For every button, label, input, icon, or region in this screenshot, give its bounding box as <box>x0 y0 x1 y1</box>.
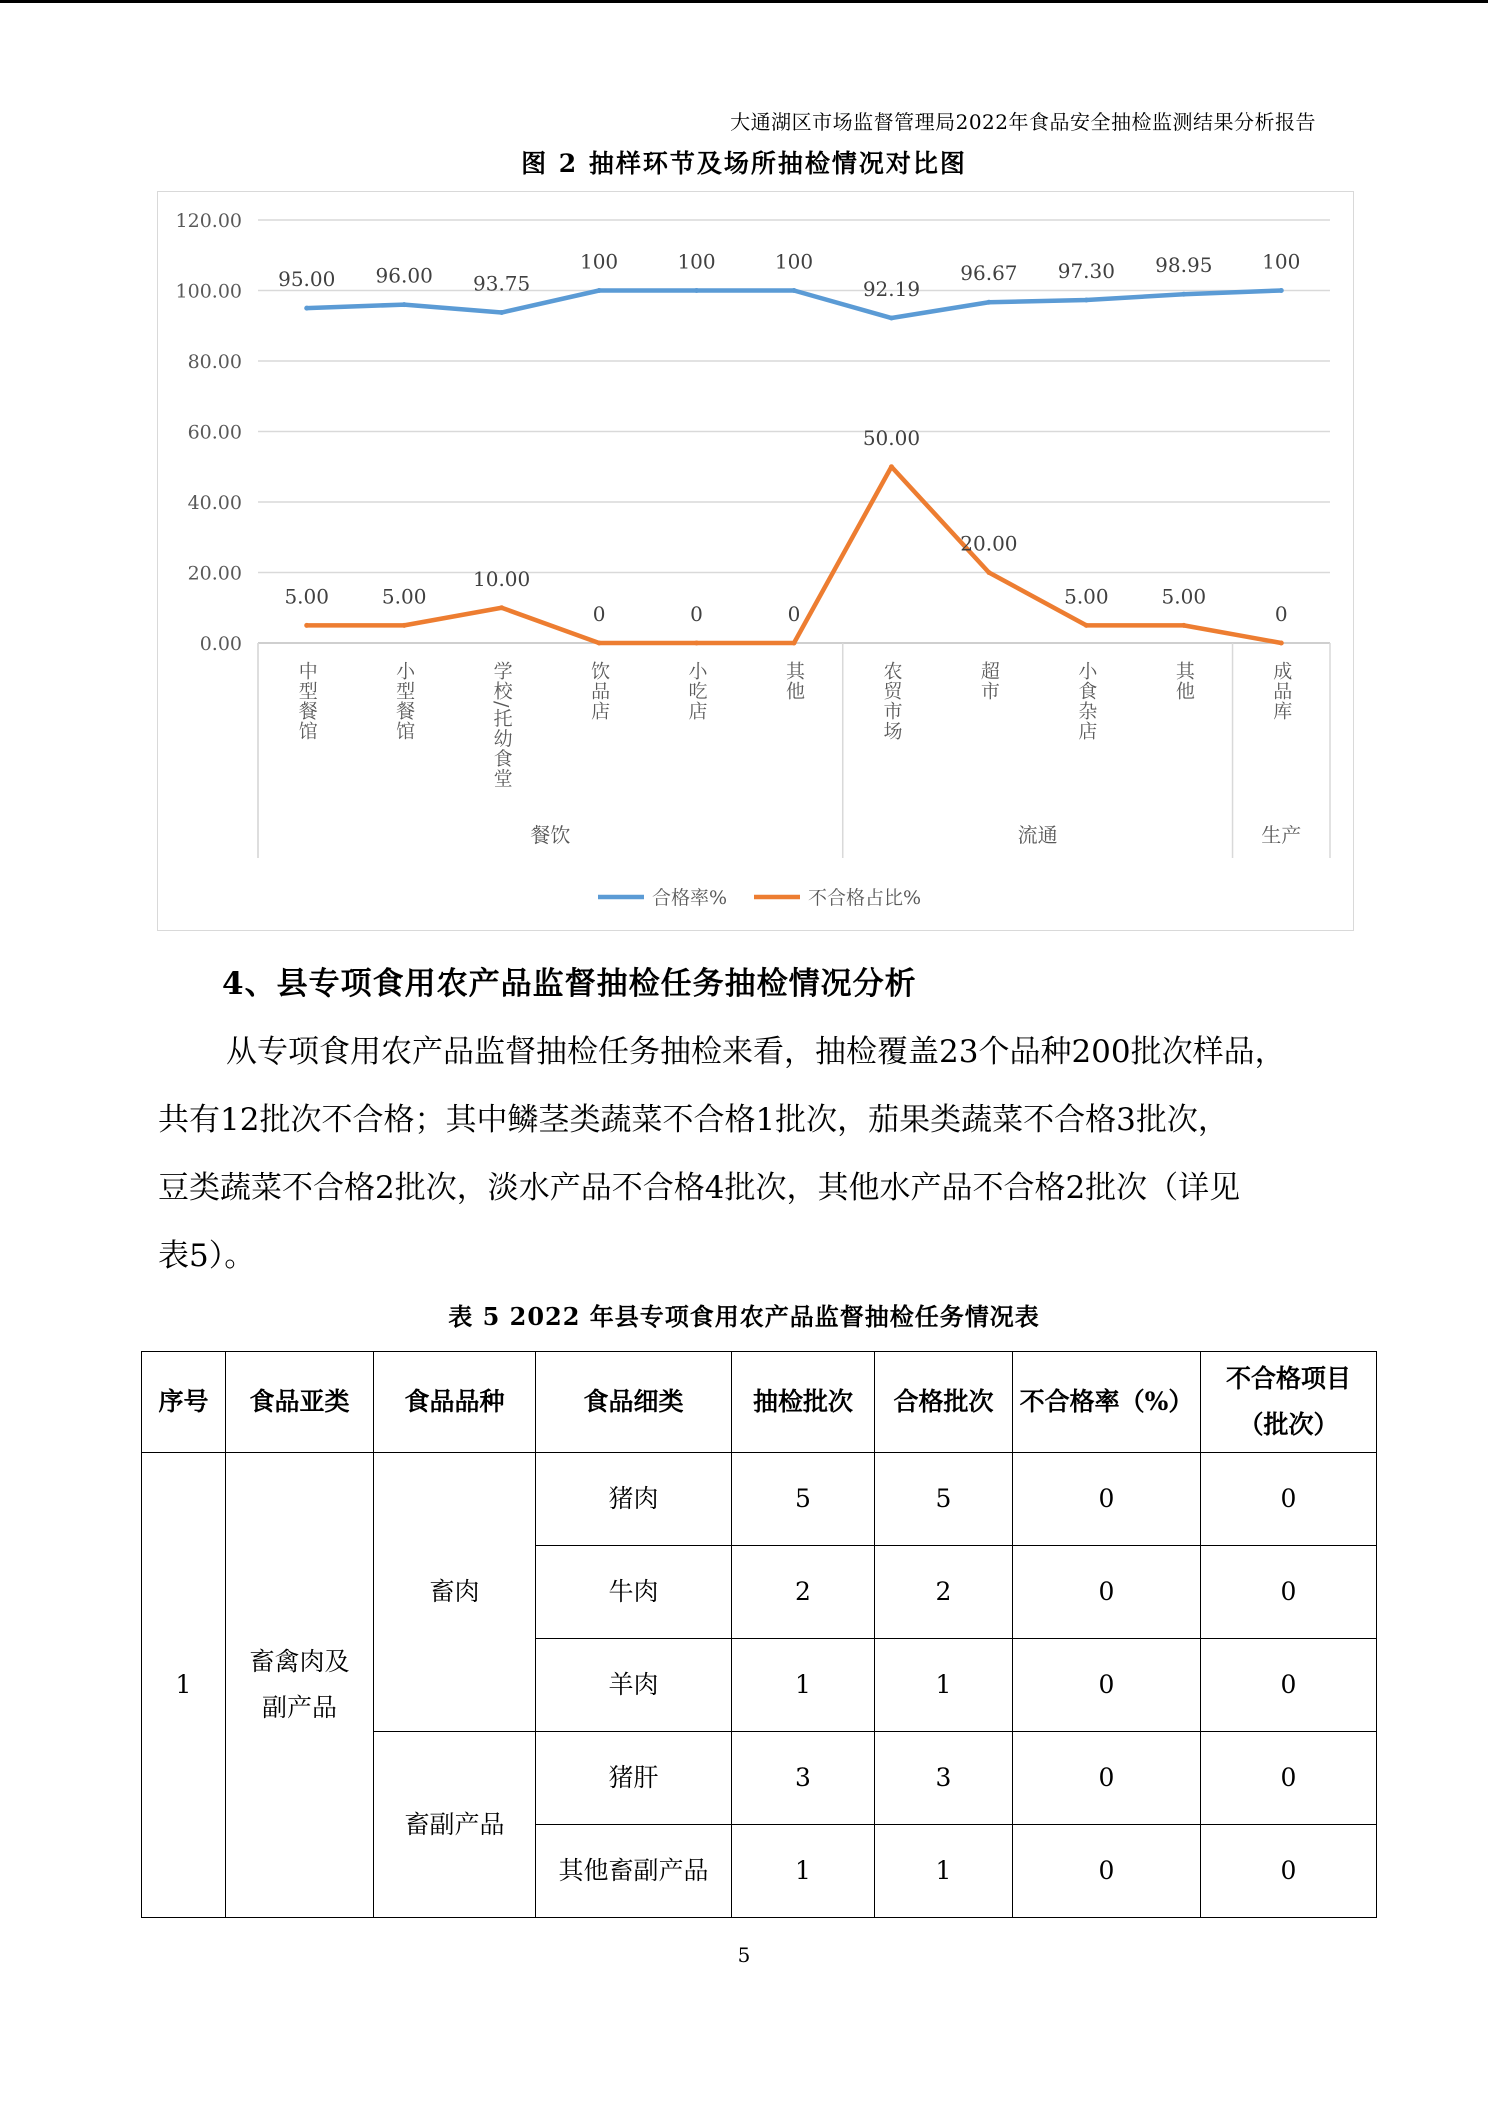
legend-label: 合格率% <box>652 887 728 909</box>
paragraph-line: 共有12批次不合格；其中鳞茎类蔬菜不合格1批次，茄果类蔬菜不合格3批次， <box>158 1102 1229 1138</box>
legend-label: 不合格占比% <box>808 887 922 909</box>
data-label: 20.00 <box>960 531 1018 556</box>
subcategory-line2: 副产品 <box>261 1693 337 1722</box>
header-cell-seq: 序号 <box>142 1352 226 1453</box>
cell-fail-items: 0 <box>1201 1732 1377 1825</box>
x-group-label: 生产 <box>1261 823 1302 847</box>
data-point <box>889 464 894 469</box>
section-heading: 4、县专项食用农产品监督抽检任务抽检情况分析 <box>222 966 917 1002</box>
x-tick-label: 成品库 <box>1270 661 1293 721</box>
x-tick-label: 农贸市场 <box>880 661 903 741</box>
cell-fail-items: 0 <box>1201 1639 1377 1732</box>
cell-detail: 其他畜副产品 <box>536 1825 732 1918</box>
data-label: 96.67 <box>960 261 1018 286</box>
cell-variety: 畜肉 <box>374 1453 536 1732</box>
cell-fail-rate: 0 <box>1013 1825 1201 1918</box>
data-point <box>1181 623 1186 628</box>
header-fail-items-line1: 不合格项目 <box>1225 1364 1351 1393</box>
data-point <box>1084 298 1089 303</box>
data-point <box>694 641 699 646</box>
data-point <box>499 605 504 610</box>
y-tick-label: 120.00 <box>175 210 242 232</box>
header-cell-detail: 食品细类 <box>536 1352 732 1453</box>
top-rule <box>0 0 1488 3</box>
series-line <box>307 291 1282 319</box>
data-label: 50.00 <box>862 425 921 450</box>
data-label: 0 <box>690 602 703 626</box>
data-point <box>402 302 407 307</box>
x-group-label: 餐饮 <box>530 823 571 847</box>
x-tick-label: 饮品店 <box>588 661 611 721</box>
y-tick-label: 80.00 <box>187 351 242 373</box>
data-label: 0 <box>592 602 606 626</box>
cell-sampled: 2 <box>732 1546 875 1639</box>
table-row <box>142 1453 1377 1546</box>
data-label: 100 <box>677 249 716 274</box>
cell-detail: 猪肝 <box>536 1732 732 1825</box>
data-label: 100 <box>579 249 619 274</box>
x-tick-label: 小吃店 <box>685 661 708 721</box>
y-tick-label: 60.00 <box>187 421 242 444</box>
header-cell-sampled: 抽检批次 <box>732 1352 875 1453</box>
data-point <box>304 623 309 628</box>
data-label: 97.30 <box>1057 259 1115 284</box>
header-cell-fail-items <box>1201 1352 1377 1453</box>
chart-container <box>157 191 1354 931</box>
data-point <box>889 316 894 321</box>
subcategory-line1: 畜禽肉及 <box>249 1647 350 1676</box>
cell-qualified: 1 <box>875 1825 1013 1918</box>
cell-subcategory <box>226 1453 374 1918</box>
data-label: 5.00 <box>1064 584 1109 609</box>
inspection-table <box>141 1351 1377 1918</box>
cell-fail-items: 0 <box>1201 1453 1377 1546</box>
cell-sampled: 3 <box>732 1732 875 1825</box>
header-cell-fail-rate: 不合格率（%） <box>1013 1352 1201 1453</box>
cell-fail-rate: 0 <box>1013 1732 1201 1825</box>
data-point <box>694 288 699 293</box>
header-cell-subcategory: 食品亚类 <box>226 1352 374 1453</box>
data-label: 5.00 <box>284 584 329 609</box>
y-tick-label: 20.00 <box>187 562 242 585</box>
data-label: 10.00 <box>473 566 531 591</box>
cell-seq: 1 <box>142 1453 226 1918</box>
table-header-row <box>142 1352 1377 1453</box>
y-tick-label: 0.00 <box>199 633 242 655</box>
data-point <box>986 570 991 575</box>
data-label: 100 <box>774 249 814 274</box>
data-label: 0 <box>787 602 801 626</box>
running-header: 大通湖区市场监督管理局2022年食品安全抽检监测结果分析报告 <box>730 110 1316 134</box>
x-tick-label: 其他 <box>1172 661 1195 701</box>
table-title: 表 5 2022 年县专项食用农产品监督抽检任务情况表 <box>448 1302 1040 1331</box>
x-group-label: 流通 <box>1017 823 1058 847</box>
figure-title: 图 2 抽样环节及场所抽检情况对比图 <box>521 149 967 178</box>
data-label: 96.00 <box>375 263 433 288</box>
data-point <box>597 288 602 293</box>
cell-fail-items: 0 <box>1201 1546 1377 1639</box>
cell-sampled: 1 <box>732 1825 875 1918</box>
data-point <box>1279 641 1284 646</box>
data-point <box>792 288 797 293</box>
x-tick-label: 小型餐馆 <box>393 661 416 741</box>
header-cell-qualified: 合格批次 <box>875 1352 1013 1453</box>
data-point <box>597 641 602 646</box>
analysis-paragraph <box>158 1018 1388 1290</box>
paragraph-line: 从专项食用农产品监督抽检任务抽检来看，抽检覆盖23个品种200批次样品， <box>226 1034 1286 1070</box>
data-point <box>792 641 797 646</box>
page-number: 5 <box>737 1943 751 1967</box>
cell-fail-rate: 0 <box>1013 1453 1201 1546</box>
data-point <box>1279 288 1284 293</box>
x-tick-label: 学校/托幼食堂 <box>490 661 513 789</box>
data-label: 95.00 <box>278 267 336 292</box>
data-point <box>1084 623 1089 628</box>
line-chart <box>158 192 1355 932</box>
data-point <box>499 310 504 315</box>
paragraph-line: 豆类蔬菜不合格2批次，淡水产品不合格4批次，其他水产品不合格2批次（详见 <box>158 1170 1241 1206</box>
cell-fail-rate: 0 <box>1013 1546 1201 1639</box>
cell-qualified: 5 <box>875 1453 1013 1546</box>
cell-variety: 畜副产品 <box>374 1732 536 1918</box>
y-tick-label: 100.00 <box>175 280 242 303</box>
cell-fail-items: 0 <box>1201 1825 1377 1918</box>
data-label: 5.00 <box>381 584 427 609</box>
header-cell-variety: 食品品种 <box>374 1352 536 1453</box>
data-point <box>986 300 991 305</box>
cell-detail: 猪肉 <box>536 1453 732 1546</box>
header-fail-items-line2: （批次） <box>1238 1410 1339 1439</box>
data-label: 98.95 <box>1155 253 1213 278</box>
data-label: 100 <box>1262 249 1301 274</box>
x-tick-label: 小食杂店 <box>1075 661 1098 741</box>
data-point <box>402 623 407 628</box>
cell-detail: 羊肉 <box>536 1639 732 1732</box>
cell-sampled: 5 <box>732 1453 875 1546</box>
y-tick-label: 40.00 <box>187 492 242 514</box>
x-tick-label: 中型餐馆 <box>295 661 318 741</box>
cell-detail: 牛肉 <box>536 1546 732 1639</box>
cell-fail-rate: 0 <box>1013 1639 1201 1732</box>
data-point <box>304 306 309 311</box>
paragraph-line: 表5）。 <box>158 1238 256 1274</box>
x-tick-label: 超市 <box>977 661 1000 701</box>
data-label: 92.19 <box>862 277 921 302</box>
cell-qualified: 3 <box>875 1732 1013 1825</box>
data-label: 93.75 <box>473 271 531 296</box>
cell-sampled: 1 <box>732 1639 875 1732</box>
x-tick-label: 其他 <box>783 661 805 701</box>
data-point <box>1181 292 1186 297</box>
cell-qualified: 2 <box>875 1546 1013 1639</box>
data-label: 5.00 <box>1161 584 1207 609</box>
cell-qualified: 1 <box>875 1639 1013 1732</box>
data-label: 0 <box>1274 602 1288 626</box>
